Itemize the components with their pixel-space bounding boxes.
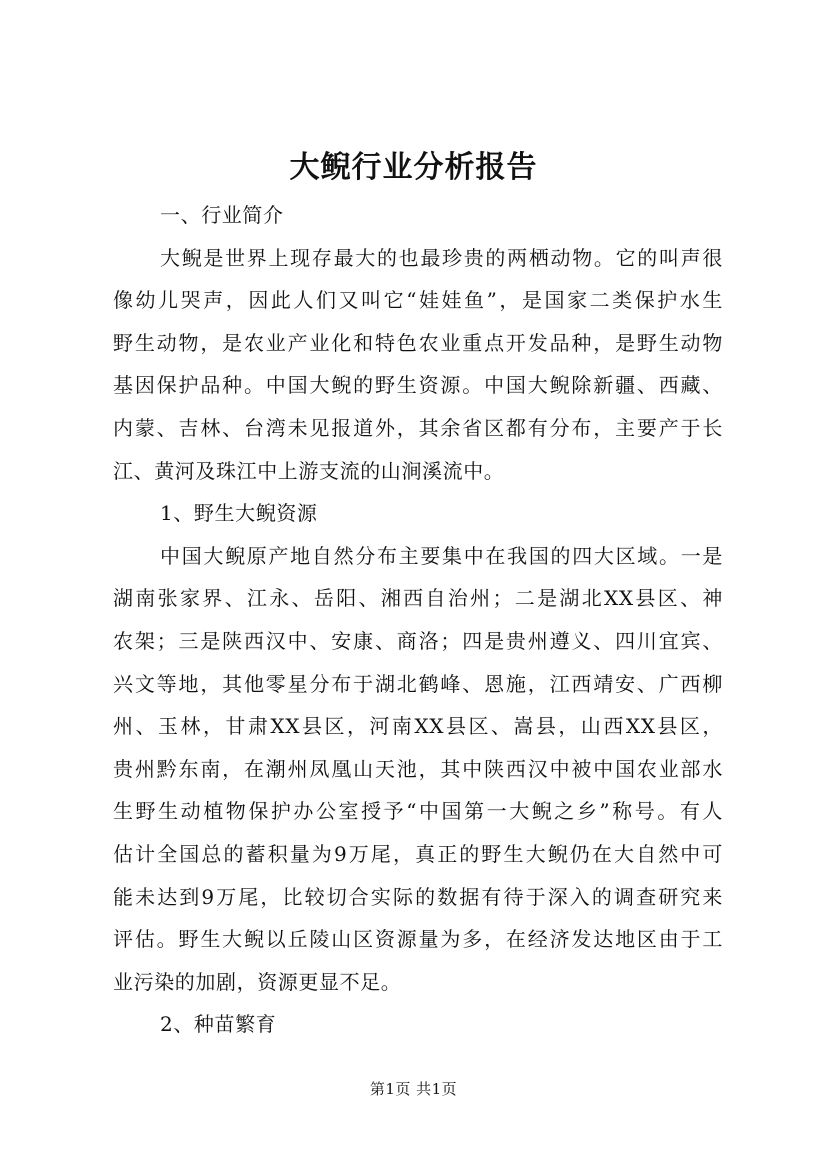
text-line: 基因保护品种。中国大鲵的野生资源。中国大鲵除新疆、西藏、: [113, 373, 723, 398]
paragraph-wild-resources: [113, 535, 723, 1004]
text-line: 中国大鲵原产地自然分布主要集中在我国的四大区域。一是: [160, 543, 723, 568]
text-line: 野生动物，是农业产业化和特色农业重点开发品种，是野生动物: [113, 330, 723, 355]
paragraph-intro: [113, 237, 723, 493]
text-line: 评估。野生大鲵以丘陵山区资源量为多，在经济发达地区由于工: [113, 927, 723, 952]
text-line: 州、玉林，甘肃XX县区，河南XX县区、嵩县，山西XX县区，: [113, 714, 723, 739]
section-heading-breeding: 2、种苗繁育: [160, 1012, 277, 1037]
text-line: 江、黄河及珠江中上游支流的山涧溪流中。: [113, 458, 505, 483]
section-heading-wild-resources: 1、野生大鲵资源: [160, 501, 318, 526]
text-line: 内蒙、吉林、台湾未见报道外，其余省区都有分布，主要产于长: [113, 415, 723, 440]
text-line: 兴文等地，其他零星分布于湖北鹤峰、恩施，江西靖安、广西柳: [113, 671, 723, 696]
text-line: 估计全国总的蓄积量为9万尾，真正的野生大鲵仍在大自然中可: [113, 841, 723, 866]
text-line: 大鲵是世界上现存最大的也最珍贵的两栖动物。它的叫声很: [160, 245, 723, 270]
text-line: 生野生动植物保护办公室授予“中国第一大鲵之乡”称号。有人: [113, 799, 723, 824]
section-heading-intro: 一、行业简介: [160, 203, 284, 227]
text-line: 像幼儿哭声，因此人们又叫它“娃娃鱼”，是国家二类保护水生: [113, 288, 723, 313]
text-line: 湖南张家界、江永、岳阳、湘西自治州；二是湖北XX县区、神: [113, 586, 723, 611]
document-title: 大鲵行业分析报告: [289, 150, 538, 185]
page-number-footer: 第1页 共1页: [369, 1080, 458, 1098]
text-line: 能未达到9万尾，比较切合实际的数据有待于深入的调查研究来: [113, 884, 723, 909]
text-line: 农架；三是陕西汉中、安康、商洛；四是贵州遵义、四川宜宾、: [113, 628, 723, 653]
text-line: 业污染的加剧，资源更显不足。: [113, 969, 402, 994]
document-body: [113, 194, 723, 1046]
text-line: 贵州黔东南，在潮州凤凰山天池，其中陕西汉中被中国农业部水: [113, 756, 723, 781]
